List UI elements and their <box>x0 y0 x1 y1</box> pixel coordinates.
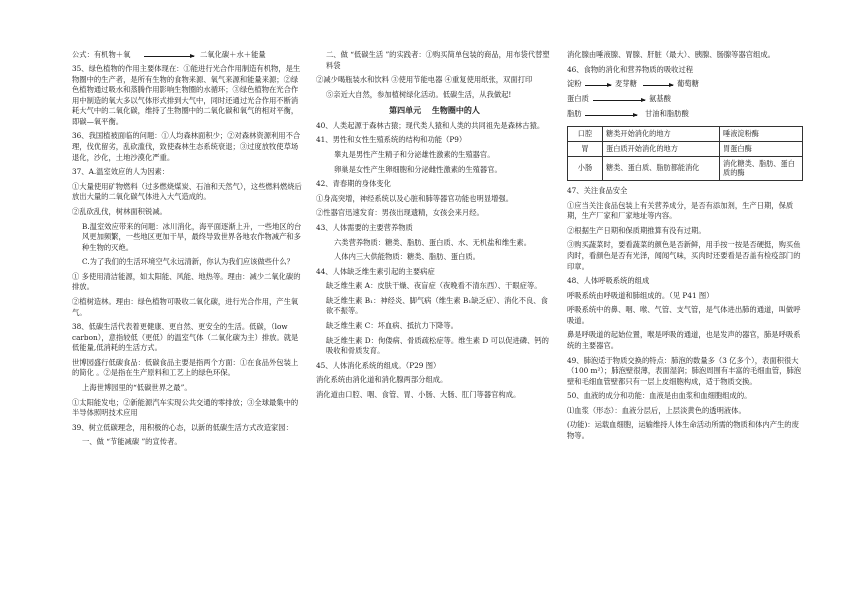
table-cell: 蛋白质开始消化的地方 <box>603 141 720 156</box>
digestion-glucose: 葡萄糖 <box>677 79 699 89</box>
item-42-1: ①身高突增，神经系统以及心脏和肺等器官功能也明显增强。 <box>316 193 514 203</box>
item-37-2: ②乱砍乱伐，树林面积锐减。 <box>72 206 167 216</box>
digestion-table <box>567 126 803 181</box>
item-42: 42、青春期的身体变化 <box>316 179 391 189</box>
item-37-c2: ②植树造林。理由：绿色植物可吸收二氧化碳，进行光合作用，产生氧气。 <box>72 296 299 317</box>
digestion-diagram <box>567 79 803 124</box>
table-cell: 糖类开始消化的地方 <box>603 127 720 142</box>
item-43: 43、人体需要的主要营养物质 <box>316 222 413 232</box>
item-37-c1: ① 多使用清洁能源，如太阳能、风能、地热等。理由：减少二氧化碳的排放。 <box>72 271 301 292</box>
table-cell: 唾液淀粉酶 <box>720 127 803 142</box>
item-45-3: 消化腺由唾液腺、胃腺、肝脏（最大）、胰腺、肠腺等器官组成。 <box>567 50 775 59</box>
item-48-2: 呼吸系统中的鼻、咽、喉、气管、支气管，是气体进出肺的通道，叫做呼吸道。 <box>567 305 801 325</box>
item-41-1: 睾丸是男性产生精子和分泌雄性激素的生殖器官。 <box>334 150 495 160</box>
item-45: 45、人体消化系统的组成。（P29 图） <box>316 360 441 370</box>
item-38-expo: 上海世博园里的“低碳世界之最”。 <box>82 383 192 393</box>
digestion-row-protein <box>567 94 803 109</box>
arrow-icon <box>585 85 611 86</box>
digestion-glycerol: 甘油和脂肪酸 <box>645 109 689 119</box>
table-cell: 口腔 <box>568 127 603 142</box>
item-38: 38、低碳生活代表着更健康、更自然、更安全的生活。低碳，（low carbon），意指较低（更低）的温室气体（二氧化碳为主）排放。就是低能量,低消耗的生活方式。 <box>72 322 299 353</box>
item-49: 49、肺泡适于物质交换的特点：肺泡的数量多（3 亿多个），表面积很大（100 m²）；肺泡壁很薄，表面湿润；肺泡周围有丰富的毛细血管，肺泡壁和毛细血管壁都只有一层上皮细胞构成，适于物质交换。 <box>567 355 802 386</box>
digestion-protein: 蛋白质 <box>567 94 589 104</box>
formula-right: 二氧化碳＋水＋能量 <box>200 50 266 59</box>
item-36: 36、我国植被面临的问题：①人均森林面积少；②对森林资源利用不合理，伐优留劣，乱砍滥伐，致使森林生态系统衰退；③过度放牧使草场退化，沙化，土地沙漠化严重。 <box>72 131 301 162</box>
item-38-expo1: ①太阳能发电；②新能源汽车实现公共交通的零排放；③全球最集中的半导体照明技术应用 <box>72 397 299 418</box>
item-41: 41、男性和女性生殖系统的结构和功能（P9） <box>316 135 467 145</box>
item-50: 50、血液的成分和功能：血液是由血浆和血细胞组成的。 <box>567 391 752 401</box>
item-44-a: 缺乏维生素 A：皮肤干燥、夜盲症（夜晚看不清东西）、干眼症等。 <box>326 281 542 291</box>
digestion-amino-acid: 氨基酸 <box>649 94 671 104</box>
item-44-d: 缺乏维生素 D：佝偻病、骨质疏松症等。维生素 D 可以促进磷、钙的吸收和骨质发育。 <box>326 335 549 356</box>
table-cell: 胃蛋白酶 <box>720 141 803 156</box>
formula-left: 公式：有机物＋氧 <box>72 50 131 59</box>
item-50-1: ⑴血浆（形态）：血液分层后，上层淡黄色的透明液体。 <box>567 405 746 415</box>
item-39-2b: ②减少喝瓶装水和饮料 ③使用节能电器 ④重复使用纸张，双面打印 <box>316 75 533 85</box>
column-left <box>72 50 304 452</box>
item-43-1: 六类营养物质：糖类、脂肪、蛋白质、水、无机盐和维生素。 <box>334 237 532 247</box>
item-39-2: 二、做 “低碳生活 ”的实践者：①购买简单包装的商品，用布袋代替塑料袋 <box>326 50 550 70</box>
digestion-starch: 淀粉 <box>567 79 582 89</box>
table-cell: 消化糖类、脂肪、蛋白质的酶 <box>720 156 803 180</box>
digestion-maltose: 麦芽糖 <box>615 79 637 89</box>
column-middle <box>316 50 553 404</box>
item-42-2: ②性器官迅速发育：男孩出现遗精，女孩会来月经。 <box>316 208 484 218</box>
table-cell: 胃 <box>568 141 603 156</box>
item-48: 48、人体呼吸系统的组成 <box>567 276 650 286</box>
item-43-2: 人体内三大供能物质：糖类、脂肪、蛋白质。 <box>334 252 480 262</box>
item-44-b1: 缺乏维生素 B₁：神经炎、脚气病（维生素 B₁缺乏症）、消化不良、食欲不振等。 <box>326 295 548 316</box>
item-39-2c: ⑤亲近大自然，参加植树绿化活动。低碳生活，从我做起! <box>326 89 512 99</box>
table-row <box>568 156 803 180</box>
item-50-2: (功能)：运载血细胞，运输维持人体生命活动所需的物质和体内产生的废物等。 <box>567 420 799 441</box>
item-35: 35、绿色植物的作用主要体现在：①能进行光合作用制造有机物，是生物圈中的生产者，是所有生物的食物来源、氧气来源和能量来源；②绿色植物通过吸水和蒸腾作用影响生物圈的水循环；③绿色植物在光合作用中制造的氧大多以气体形式排到大气中，同时还通过光合作用不断消耗大气中的二氧化碳，维持了生物圈中的二氧化碳和氧气的相对平衡，即碳—氧平衡。 <box>72 64 301 126</box>
item-37: 37、A.温室效应的人为因素： <box>72 167 170 177</box>
arrow-icon <box>643 85 673 86</box>
item-47-2: ②根据生产日期和保质期推算有没有过期。 <box>567 225 706 235</box>
item-45-2: 消化道由口腔、咽、食管、胃、小肠、大肠、肛门等器官构成。 <box>316 389 521 399</box>
item-47-1: ①应当关注食品包装上有关营养成分，是否有添加剂，生产日期，保质期，生产厂家和厂家地址等内容。 <box>567 200 794 221</box>
item-47-3: ③购买蔬菜时，要看蔬菜的颜色是否新鲜，用手按一按是否硬挺，购买鱼肉时，看颜色是否有光泽，闻闻气味，买肉时还要看是否盖有检疫部门的印章。 <box>567 240 801 271</box>
table-cell: 小肠 <box>568 156 603 180</box>
item-44-c: 缺乏维生素 C：坏血病、抵抗力下降等。 <box>326 321 458 330</box>
digestion-row-starch <box>567 79 803 94</box>
unit-title: 第四单元 生物圈中的人 <box>389 105 480 116</box>
formula-arrow <box>144 56 194 57</box>
table-cell: 糖类、蛋白质、脂肪都能消化 <box>603 156 720 180</box>
column-right <box>567 50 803 446</box>
respiration-formula <box>72 50 304 64</box>
item-40: 40、人类起源于森林古猿；现代类人猿和人类的共同祖先是森林古猿。 <box>316 120 545 130</box>
item-45-1: 消化系统由消化道和消化腺两部分组成。 <box>316 375 448 385</box>
item-46: 46、食物的消化和营养物质的吸收过程 <box>567 64 694 74</box>
item-37-c: C.为了我们的生活环境空气永远清新，你认为我们应该做些什么？ <box>82 257 294 267</box>
item-38-food: 世博园盛行低碳食品：低碳食品主要是指两个方面：①在食品外包装上的简化 。②是指在生产原料和工艺上的绿色环保。 <box>72 357 299 378</box>
item-41-2: 卵巢是女性产生卵细胞和分泌雌性激素的生殖器官。 <box>334 164 502 174</box>
digestion-row-fat <box>567 109 803 124</box>
item-37-b: B.温室效应带来的问题：冰川消化，海平面逐渐上升，一些地区的台风更加频繁，一些地区更加干旱，最终导致世界各地农作物减产和多种生物的灭绝。 <box>82 221 302 252</box>
item-44: 44、人体缺乏维生素引起的主要病症 <box>316 266 435 276</box>
item-37-1: ①大量使用矿物燃料（过多燃烧煤炭、石油和天然气），这些燃料燃烧后放出大量的二氧化碳气体进入大气造成的。 <box>72 181 302 202</box>
table-row <box>568 127 803 142</box>
item-47: 47、关注食品安全 <box>567 186 628 196</box>
arrow-icon <box>593 100 645 101</box>
table-row <box>568 141 803 156</box>
item-39: 39、树立低碳理念，用积极的心态，以新的低碳生活方式改造家园： <box>72 422 293 432</box>
item-39-1: 一、做 “节能减碳 ”的宣传者。 <box>82 437 182 447</box>
digestion-fat: 脂肪 <box>567 109 582 119</box>
item-48-1: 呼吸系统由呼吸道和肺组成的。（见 P41 图） <box>567 290 714 300</box>
arrow-icon <box>585 115 637 116</box>
item-48-3: 鼻是呼吸道的起始位置，喉是呼吸的通道，也是发声的器官，肺是呼吸系统的主要器官。 <box>567 330 801 350</box>
